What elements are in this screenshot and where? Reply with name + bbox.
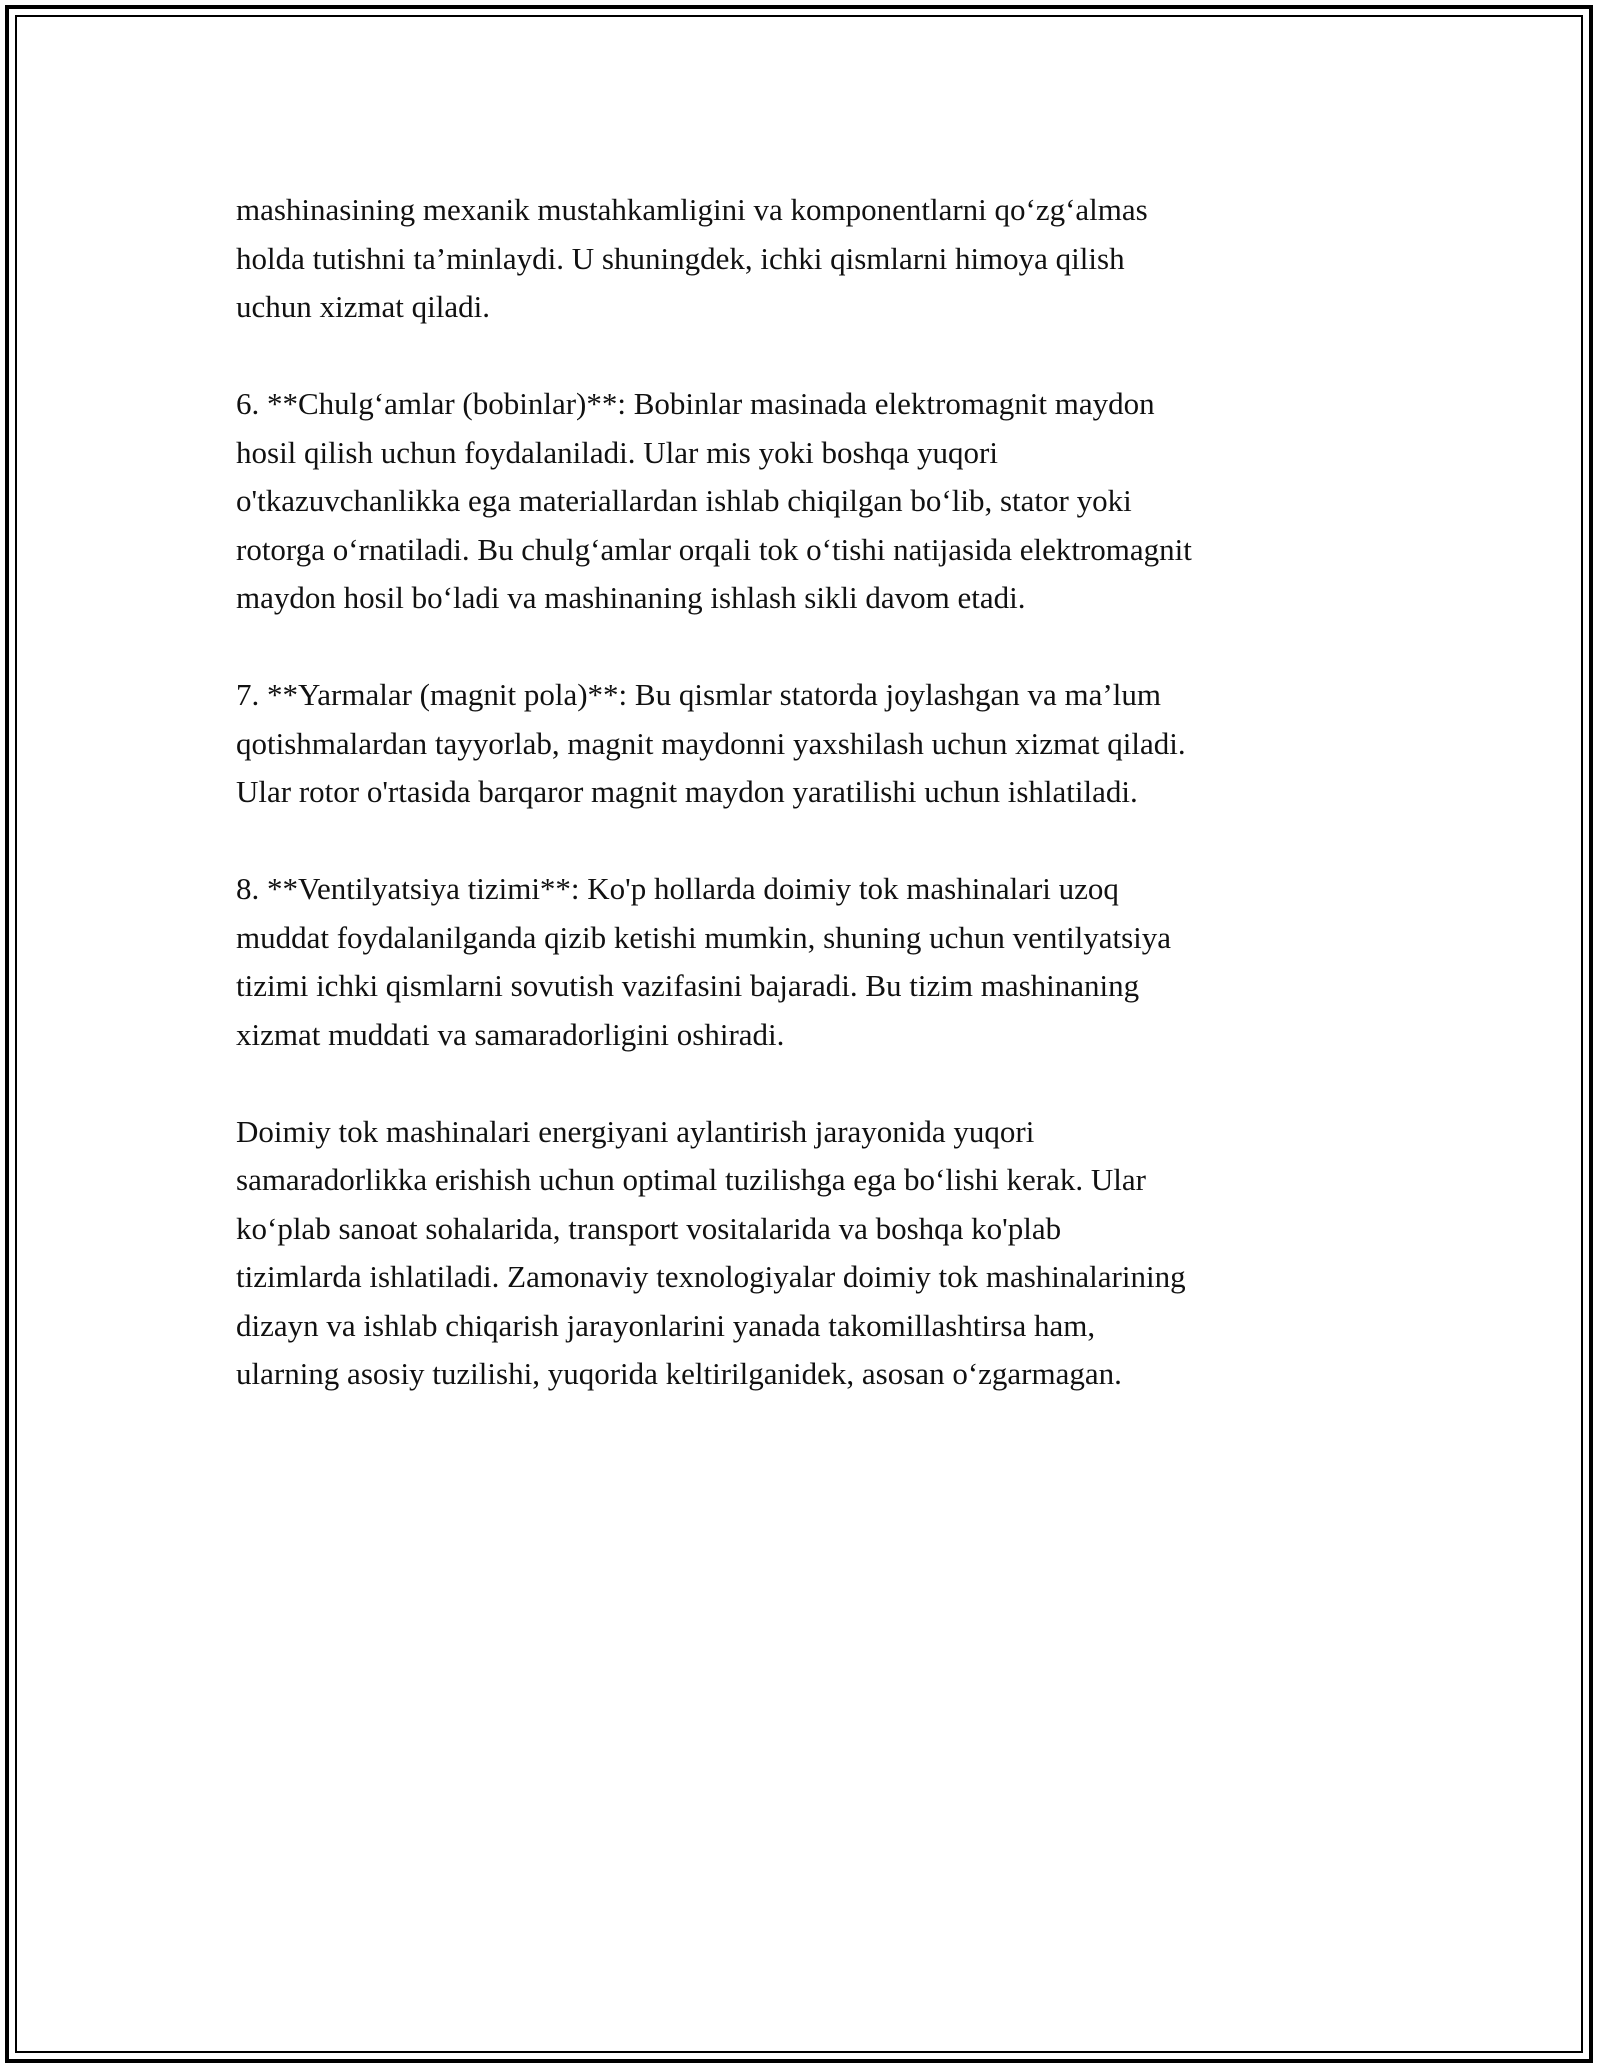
paragraph-item-6-windings (236, 380, 1376, 623)
text-line: holda tutishni ta’minlaydi. U shuningdek, ichki qismlarni himoya qilish (236, 240, 1125, 276)
text-line: dizayn va ishlab chiqarish jarayonlarini yanada takomillashtirsa ham, (236, 1307, 1096, 1343)
document-body (236, 186, 1376, 1447)
text-line: muddat foydalanilganda qizib ketishi mumkin, shuning uchun ventilyatsiya (236, 919, 1172, 955)
text-line: 7. **Yarmalar (magnit pola)**: Bu qismlar statorda joylashgan va ma’lum (236, 677, 1161, 712)
text-line: ularning asosiy tuzilishi, yuqorida keltirilganidek, asosan o‘zgarmagan. (236, 1356, 1122, 1391)
text-line: Ular rotor o'rtasida barqaror magnit maydon yaratilishi uchun ishlatiladi. (236, 774, 1138, 809)
text-line: rotorga o‘rnatiladi. Bu chulg‘amlar orqali tok o‘tishi natijasida elektromagnit (236, 531, 1192, 567)
text-line: 6. **Chulg‘amlar (bobinlar)**: Bobinlar masinada elektromagnit maydon (236, 386, 1155, 421)
text-line: qotishmalardan tayyorlab, magnit maydonni yaxshilash uchun xizmat qiladi. (236, 725, 1186, 761)
text-line: tizimi ichki qismlarni sovutish vazifasini bajaradi. Bu tizim mashinaning (236, 968, 1140, 1003)
paragraph-continuation (236, 186, 1376, 332)
text-line: hosil qilish uchun foydalaniladi. Ular mis yoki boshqa yuqori (236, 434, 998, 470)
paragraph-item-7-poles (236, 671, 1376, 817)
text-line: mashinasining mexanik mustahkamligini va komponentlarni qo‘zg‘almas (236, 192, 1148, 227)
text-line: maydon hosil bo‘ladi va mashinaning ishlash sikli davom etadi. (236, 580, 1026, 615)
text-line: tizimlarda ishlatiladi. Zamonaviy texnologiyalar doimiy tok mashinalarining (236, 1259, 1186, 1294)
text-line: samaradorlikka erishish uchun optimal tuzilishga ega bo‘lishi kerak. Ular (236, 1162, 1146, 1197)
text-line: Doimiy tok mashinalari energiyani aylantirish jarayonida yuqori (236, 1113, 1035, 1149)
text-line: xizmat muddati va samaradorligini oshiradi. (236, 1016, 785, 1052)
text-line: 8. **Ventilyatsiya tizimi**: Ko'p hollarda doimiy tok mashinalari uzoq (236, 871, 1119, 906)
text-line: uchun xizmat qiladi. (236, 289, 490, 324)
paragraph-item-8-ventilation (236, 865, 1376, 1059)
text-line: ko‘plab sanoat sohalarida, transport vositalarida va boshqa ko'plab (236, 1210, 1062, 1246)
text-line: o'tkazuvchanlikka ega materiallardan ishlab chiqilgan bo‘lib, stator yoki (236, 483, 1132, 518)
paragraph-conclusion (236, 1108, 1376, 1399)
